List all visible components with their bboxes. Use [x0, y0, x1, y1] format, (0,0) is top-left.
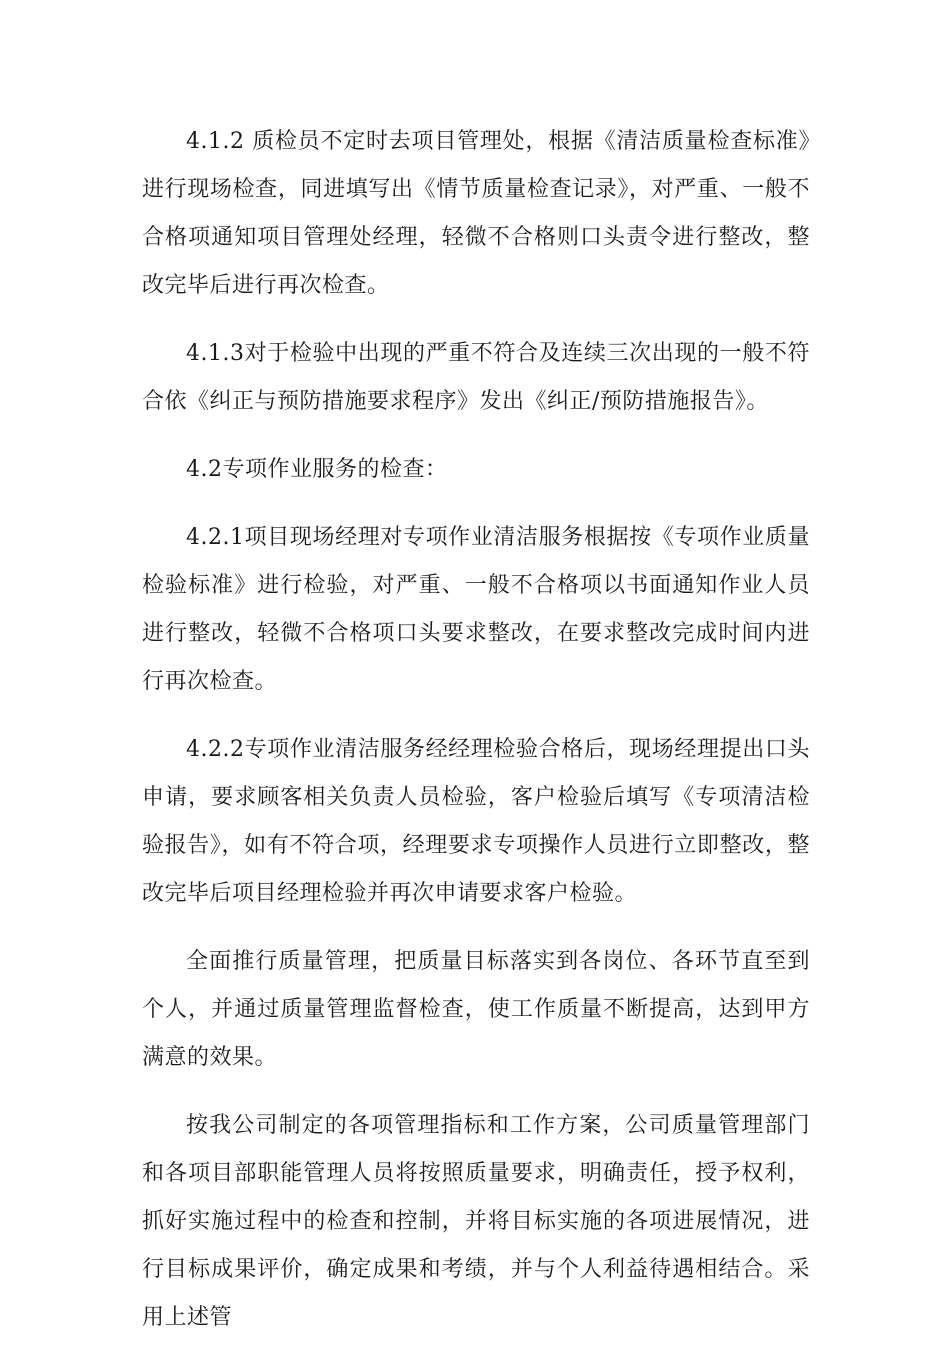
paragraph-4-2-heading: 4.2专项作业服务的检查： [186, 457, 448, 482]
paragraph-quality-management: 全面推行质量管理，把质量目标落实到各岗位、各环节直至到个人，并通过质量管理监督检查，使工作质量不断提高，达到甲方满意的效果。 [142, 949, 810, 1070]
paragraph-4-1-2: 4.1.2 质检员不定时去项目管理处，根据《清洁质量检查标准》进行现场检查，同进填写出《情节质量检查记录》，对严重、一般不合格项通知项目管理处经理，轻微不合格则口头责令进行整改，整改完毕后进行再次检查。 [142, 129, 810, 298]
paragraph-4-2-1: 4.2.1项目现场经理对专项作业清洁服务根据按《专项作业质量检验标准》进行检验，对严重、一般不合格项以书面通知作业人员进行整改，轻微不合格项口头要求整改，在要求整改完成时间内进行再次检查。 [142, 525, 810, 694]
paragraph-management-plan: 按我公司制定的各项管理指标和工作方案，公司质量管理部门和各项目部职能管理人员将按照质量要求，明确责任，授予权利，抓好实施过程中的检查和控制，并将目标实施的各项进展情况，进行目标成果评价，确定成果和考绩，并与个人利益待遇相结合。采用上述管 [142, 1113, 810, 1330]
paragraph-4-2-2: 4.2.2专项作业清洁服务经经理检验合格后，现场经理提出口头申请，要求顾客相关负责人员检验，客户检验后填写《专项清洁检验报告》，如有不符合项，经理要求专项操作人员进行立即整改，整改完毕后项目经理检验并再次申请要求客户检验。 [142, 737, 810, 906]
document-body [142, 118, 810, 1362]
paragraph-4-1-3: 4.1.3对于检验中出现的严重不符合及连续三次出现的一般不符合依《纠正与预防措施要求程序》发出《纠正/预防措施报告》。 [142, 341, 810, 414]
